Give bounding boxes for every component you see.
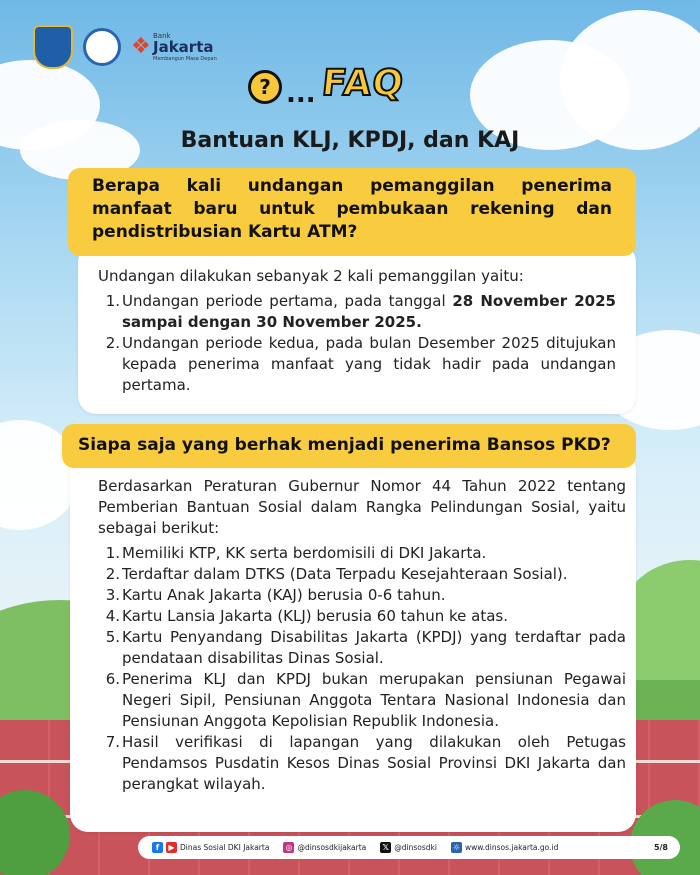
bank-name: Jakarta bbox=[153, 37, 214, 56]
footer-website[interactable] bbox=[451, 842, 558, 853]
question-text-2: Siapa saja yang berhak menjadi penerima Bansos PKD? bbox=[78, 435, 611, 455]
answer-body-1 bbox=[98, 266, 616, 396]
footer-facebook-label: Dinas Sosial DKI Jakarta bbox=[180, 843, 270, 852]
dki-jakarta-seal-logo bbox=[33, 25, 73, 69]
faq-title: FAQ bbox=[319, 63, 406, 104]
question-text-1: Berapa kali undangan pemanggilan penerima manfaat baru untuk pembukaan rekening dan pendistribusian Kartu ATM? bbox=[92, 176, 612, 242]
list-item: 3. Kartu Anak Jakarta (KAJ) berusia 0-6 tahun. bbox=[105, 586, 446, 604]
youtube-icon: ▶ bbox=[166, 842, 177, 853]
footer-x[interactable] bbox=[380, 842, 437, 853]
globe-icon: ☼ bbox=[452, 843, 461, 852]
question-header-2 bbox=[62, 424, 636, 468]
list-item: 6. Penerima KLJ dan KPDJ bukan merupakan pensiunan Pegawai Negeri Sipil, Pensiunan Anggota Tentara Nasional Indonesia dan Pensiunan Anggota Kepolisian Republik Indonesia. bbox=[105, 670, 626, 730]
list-item: 2. Terdaftar dalam DTKS (Data Terpadu Kesejahteraan Sosial). bbox=[105, 565, 568, 583]
list-item: 5. Kartu Penyandang Disabilitas Jakarta (KPDJ) yang terdaftar pada pendataan disabilitas Dinas Sosial. bbox=[105, 628, 626, 667]
bank-jakarta-mark-icon: ❖ bbox=[131, 34, 151, 59]
logo-bar bbox=[33, 25, 217, 69]
answer-intro-1: Undangan dilakukan sebanyak 2 kali pemanggilan yaitu: bbox=[98, 267, 524, 285]
answer-body-2 bbox=[98, 476, 626, 795]
question-bubble-icon: ? bbox=[248, 70, 282, 104]
list-item: 1. Memiliki KTP, KK serta berdomisili di DKI Jakarta. bbox=[105, 544, 487, 562]
faq-heading bbox=[248, 63, 406, 109]
page-indicator: 5/8 bbox=[653, 843, 668, 852]
answer-intro-2: Berdasarkan Peraturan Gubernur Nomor 44 Tahun 2022 tentang Pemberian Bantuan Sosial dalam Rangka Pelindungan Sosial, yaitu sebagai berikut: bbox=[98, 477, 626, 537]
footer-x-label: @dinsosdki bbox=[394, 843, 437, 852]
list-item: 2. Undangan periode kedua, pada bulan Desember 2025 ditujukan kepada penerima manfaat yang tidak hadir pada undangan pertama. bbox=[105, 334, 616, 394]
bank-small-label: Bank bbox=[153, 31, 171, 40]
instagram-icon: ◎ bbox=[283, 842, 294, 853]
bank-tagline: Membangun Masa Depan bbox=[153, 55, 217, 62]
footer-website-label: www.dinsos.jakarta.go.id bbox=[464, 843, 559, 852]
page-subtitle: Bantuan KLJ, KPDJ, dan KAJ bbox=[180, 128, 520, 153]
bank-jakarta-logo bbox=[131, 33, 217, 62]
answer-list-1 bbox=[98, 291, 616, 396]
footer-instagram[interactable] bbox=[283, 842, 366, 853]
list-item: 7. Hasil verifikasi di lapangan yang dilakukan oleh Petugas Pendamsos Pusdatin Kesos Dinas Sosial Provinsi DKI Jakarta dan perangkat wilayah. bbox=[105, 733, 626, 793]
answer-list-2 bbox=[98, 543, 626, 795]
list-item: 4. Kartu Lansia Jakarta (KLJ) berusia 60 tahun ke atas. bbox=[105, 607, 508, 625]
footer-instagram-label: @dinsosdkijakarta bbox=[297, 843, 367, 852]
list-item: 1. Undangan periode pertama, pada tanggal 28 November 2025 sampai dengan 30 November 2025. bbox=[105, 292, 616, 331]
ellipsis-dots: ... bbox=[286, 79, 316, 109]
footer-facebook-youtube[interactable] bbox=[152, 842, 269, 853]
x-icon: 𝕏 bbox=[380, 842, 391, 853]
facebook-icon: f bbox=[152, 842, 163, 853]
dinas-sosial-logo bbox=[83, 28, 121, 66]
footer-bar bbox=[138, 836, 680, 859]
question-header-1 bbox=[68, 168, 636, 256]
